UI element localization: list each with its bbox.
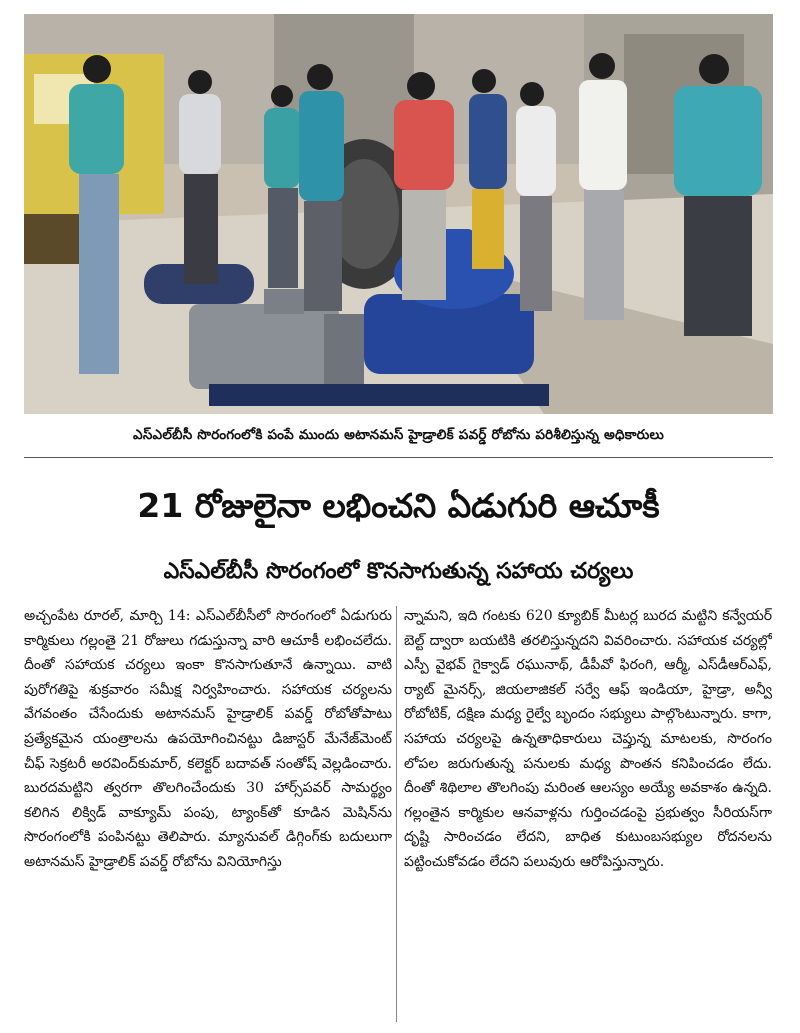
headline: 21 రోజులైనా లభించని ఏడుగురి ఆచూకీ — [137, 486, 660, 525]
news-photo — [24, 14, 773, 414]
caption-divider — [24, 457, 773, 458]
column-divider — [396, 606, 397, 1022]
article-column-right — [404, 604, 772, 1024]
body-text-right: న్నామని, ఇది గంటకు 620 క్యూబిక్ మీటర్ల బురద మట్టిని కన్వేయర్ బెల్ట్ ద్వారా బయటికి తరలిస్తున్నదని వివరించారు. సహాయక చర్యల్లో ఎస్పీ వైభవ్ గైక్వాడ్ రఘునాథ్, డీపీవో ఫిరంగి, ఆర్మీ, ఎస్‌డీఆర్ఎఫ్, ర్యాట్ మైనర్స్, జియలాజికల్ సర్వే ఆఫ్ ఇండియా, హైడ్రా, అన్వీ రోబోటిక్, దక్షిణ మధ్య రైల్వే బృందం సభ్యులు పాల్గొంటున్నారు. కాగా, సహాయ చర్యలపై ఉన్నతాధికారులు చెప్తున్న మాటలకు, సొరంగం లోపల జరుగుతున్న పనులకు మధ్య పొంతన కనిపించడం లేదు. దీంతో శిథిలాల తొలగింపు మరింత ఆలస్యం అయ్యే అవకాశం ఉన్నది. గల్లంతైన కార్మికుల ఆనవాళ్లను గుర్తించడంపై ప్రభుత్వం సీరియస్‌గా దృష్టి సారించడం లేదని, బాధిత కుటుంబసభ్యుల రోదనలను పట్టించుకోవడం లేదని పలువురు ఆరోపిస్తున్నారు. — [404, 608, 772, 870]
subheadline: ఎస్ఎల్‌బీసీ సొరంగంలో కొనసాగుతున్న సహాయ చర్యలు — [163, 559, 634, 584]
body-text-left: అచ్చంపేట రూరల్, మార్చి 14: ఎస్ఎల్‌బీసీలో సొరంగంలో ఏడుగురు కార్మికులు గల్లంతై 21 రోజులు గడుస్తున్నా వారి ఆచూకీ లభించలేదు. దీంతో సహాయక చర్యలు ఇంకా కొనసాగుతూనే ఉన్నాయి. వాటి పురోగతిపై శుక్రవారం సమీక్ష నిర్వహించారు. సహాయక చర్యలను వేగవంతం చేసేందుకు అటానమస్ హైడ్రాలిక్ పవర్డ్ రోబోతోపాటు ప్రత్యేకమైన యంత్రాలను ఉపయోగించినట్టు డిజాస్టర్ మేనేజ్‌మెంట్ చీఫ్ సెక్రటరీ అరవింద్‌కుమార్, కలెక్టర్ బదావత్ సంతోష్ వెల్లడించారు. బురదమట్టిని త్వరగా తొలగించేందుకు 30 హార్స్‌పవర్ సామర్థ్యం కలిగిన లిక్విడ్ వాక్యూమ్ పంపు, ట్యాంక్‌తో కూడిన మెషిన్‌ను సొరంగంలోకి పంపినట్టు తెలిపారు. మ్యానువల్ డిగ్గింగ్‌కు బదులుగా అటానమస్ హైడ్రాలిక్ పవర్డ్ రోబోను వినియోగిస్తు — [24, 608, 392, 870]
article-column-left — [24, 604, 392, 1024]
photo-caption: ఎస్ఎల్‌బీసీ సొరంగంలోకి పంపే ముందు అటానమస్ హైడ్రాలిక్ పవర్డ్ రోబోను పరిశీలిస్తున్న అధికారులు — [133, 427, 664, 443]
